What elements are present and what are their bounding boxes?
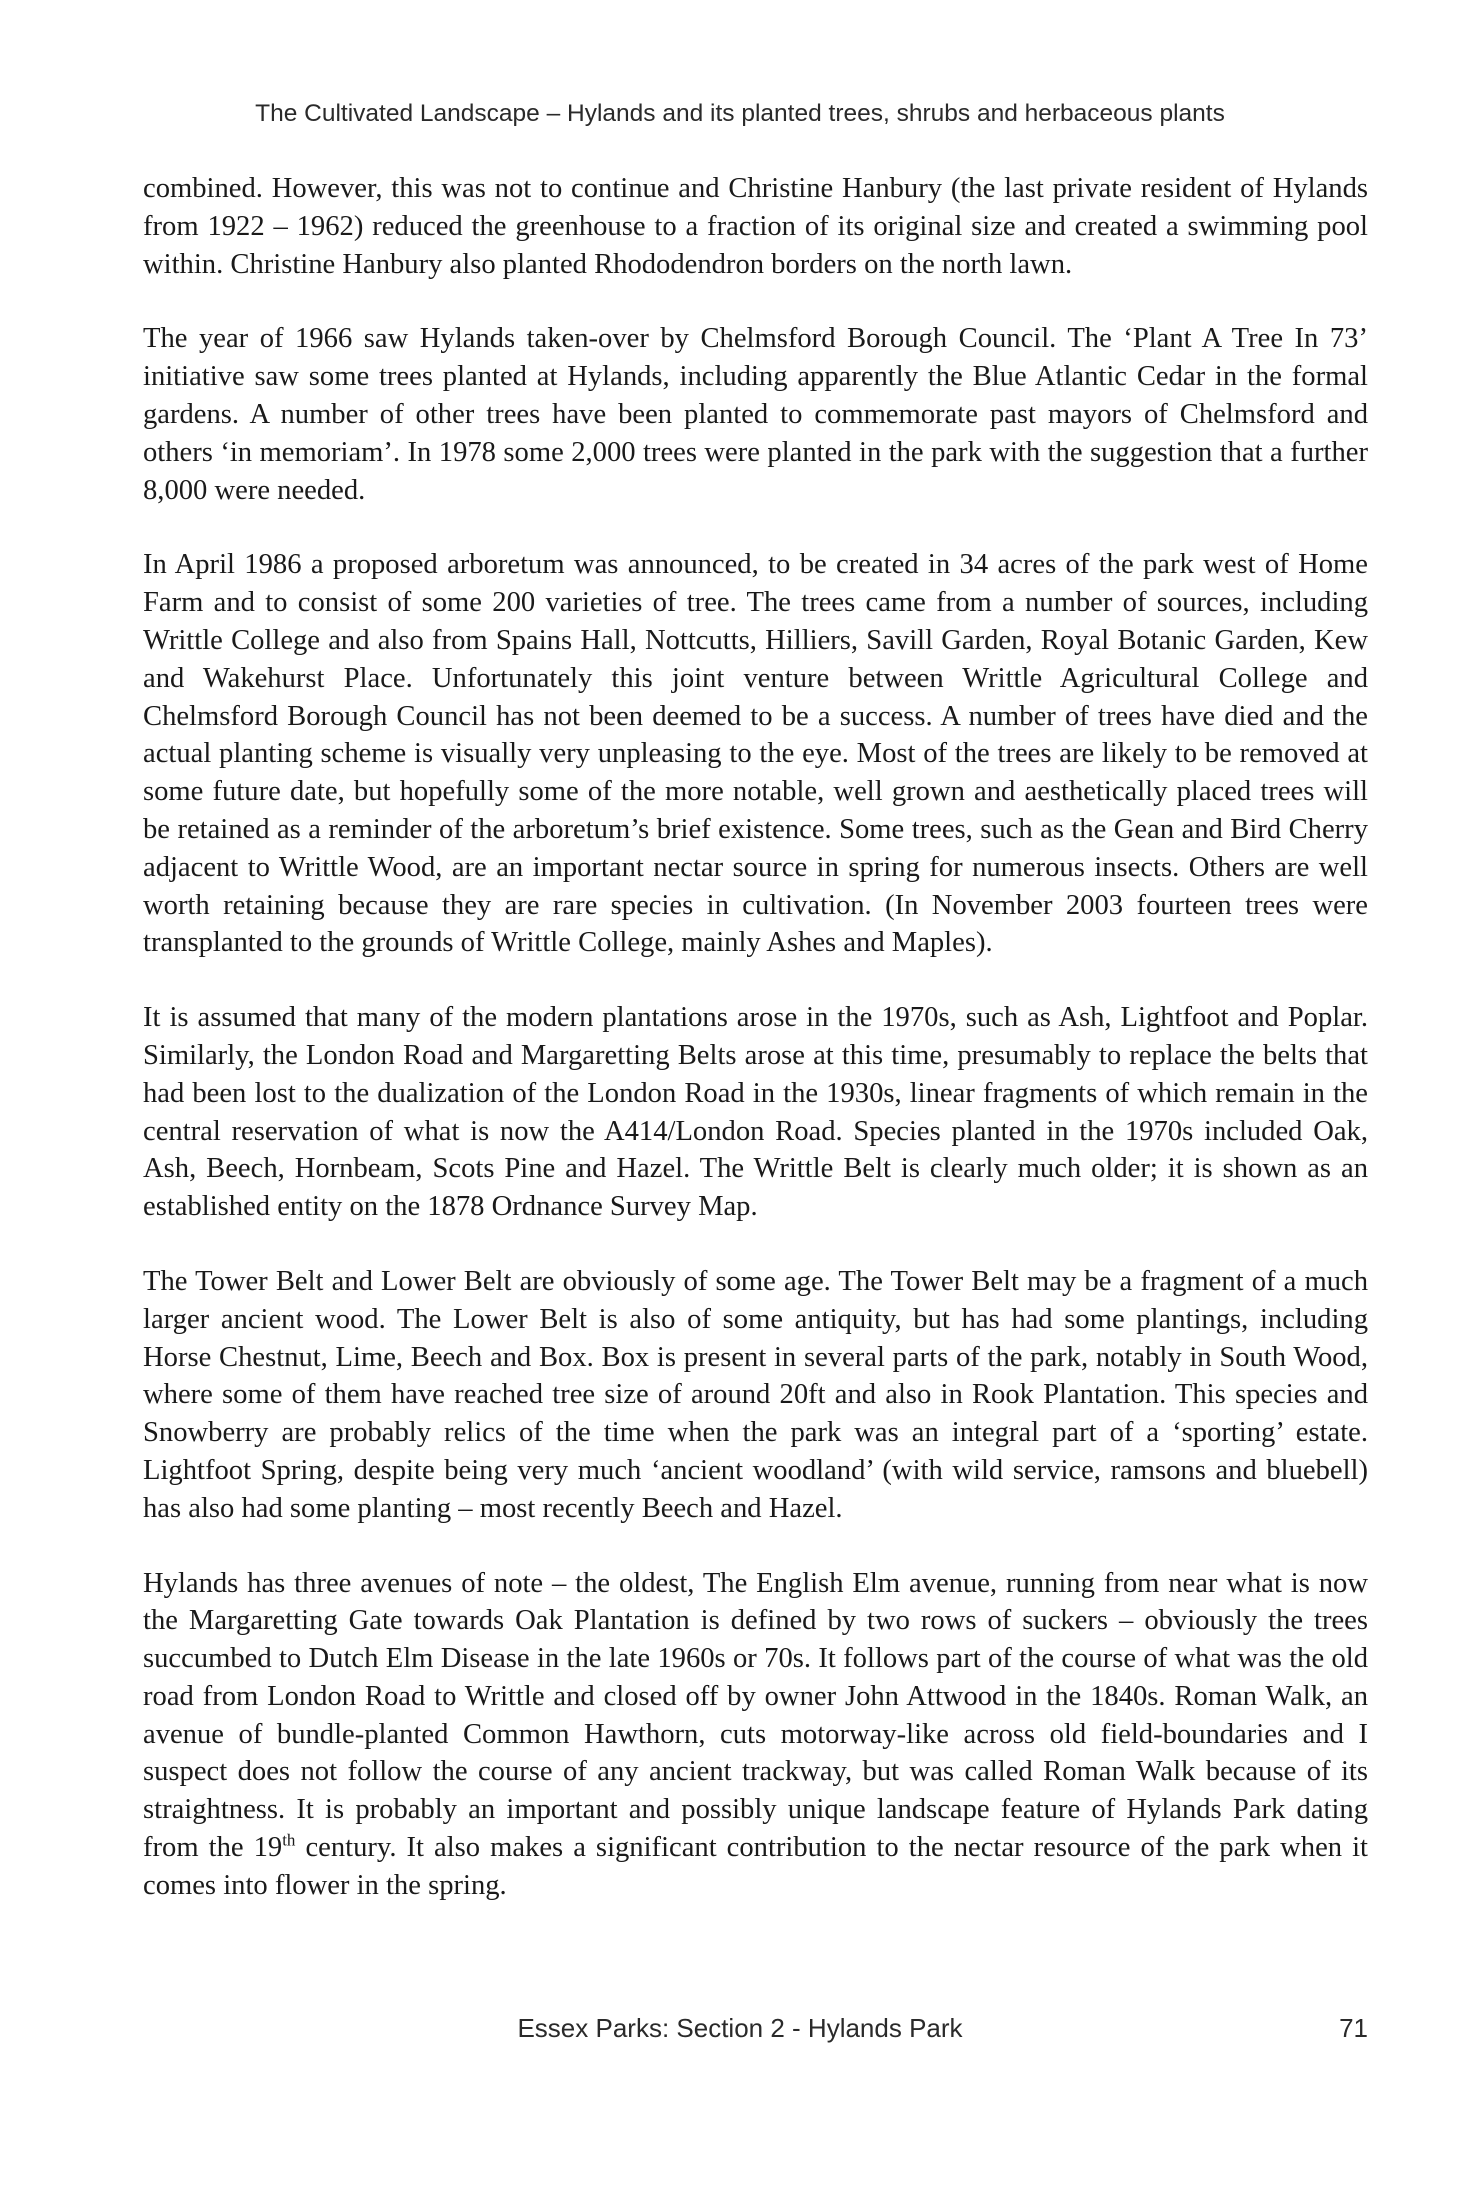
paragraph-arboretum: In April 1986 a proposed arboretum was announced, to be created in 34 acres of the park west of Home Farm and to consist of some 200 varieties of tree. The trees came from a number of sources, including Writtle College and also from Spains Hall, Nottcutts, Hilliers, Savill Garden, Royal Botanic Garden, Kew and Wakehurst Place. Unfortunately this joint venture between Writtle Agricultural College and Chelmsford Borough Council has not been deemed to be a success. A number of trees have died and the actual planting scheme is visually very unpleasing to the eye. Most of the trees are likely to be removed at some future date, but hopefully some of the more notable, well grown and aesthetically placed trees will be retained as a reminder of the arboretum’s brief existence. Some trees, such as the Gean and Bird Cherry adjacent to Writtle Wood, are an important nectar source in spring for numerous insects. Others are well worth retaining because they are rare species in cultivation. (In November 2003 fourteen trees were transplanted to the grounds of Writtle College, mainly Ashes and Maples). [143,549,1368,959]
paragraph-council-takeover: The year of 1966 saw Hylands taken-over by Chelmsford Borough Council. The ‘Plant A Tree In 73’ initiative saw some trees planted at Hylands, including apparently the Blue Atlantic Cedar in the formal gardens. A number of other trees have been planted to commemorate past mayors of Chelmsford and others ‘in memoriam’. In 1978 some 2,000 trees were planted in the park with the suggestion that a further 8,000 were needed. [143,323,1368,506]
page-number: 71 [1339,2013,1368,2043]
paragraph-modern-plantations: It is assumed that many of the modern plantations arose in the 1970s, such as Ash, Lightfoot and Poplar. Similarly, the London Road and Margaretting Belts arose at this time, presumably to replace the belts that had been lost to the dualization of the London Road in the 1930s, linear fragments of which remain in the central reservation of what is now the A414/London Road. Species planted in the 1970s included Oak, Ash, Beech, Hornbeam, Scots Pine and Hazel. The Writtle Belt is clearly much older; it is shown as an established entity on the 1878 Ordnance Survey Map. [143,1002,1368,1223]
avenues-text-end: century. It also makes a significant contribution to the nectar resource of the park when it comes into flower in the spring. [143,1832,1369,1901]
paragraph-hanbury-greenhouse: combined. However, this was not to continue and Christine Hanbury (the last private resident of Hylands from 1922 – 1962) reduced the greenhouse to a fraction of its original size and created a swimming pool within. Christine Hanbury also planted Rhododendron borders on the north lawn. [143,173,1368,280]
paragraph-tower-lower-belt: The Tower Belt and Lower Belt are obviously of some age. The Tower Belt may be a fragment of a much larger ancient wood. The Lower Belt is also of some antiquity, but has had some plantings, including Horse Chestnut, Lime, Beech and Box. Box is present in several parts of the park, notably in South Wood, where some of them have reached tree size of around 20ft and also in Rook Plantation. This species and Snowberry are probably relics of the time when the park was an integral part of a ‘sporting’ estate. Lightfoot Spring, despite being very much ‘ancient woodland’ (with wild service, ramsons and bluebell) has also had some planting – most recently Beech and Hazel. [143,1265,1368,1524]
ordinal-superscript: th [282,1830,296,1850]
paragraph-avenues [143,1565,1368,1905]
footer-title: Essex Parks: Section 2 - Hylands Park [517,2013,963,2043]
body-text [143,170,1368,1905]
running-header: The Cultivated Landscape – Hylands and its planted trees, shrubs and herbaceous plants [255,100,1225,127]
avenues-text-start: Hylands has three avenues of note – the oldest, The English Elm avenue, running from near what is now the Margaretting Gate towards Oak Plantation is defined by two rows of suckers – obviously the trees succumbed to Dutch Elm Disease in the late 1960s or 70s. It follows part of the course of what was the old road from London Road to Writtle and closed off by owner John Attwood in the 1840s. Roman Walk, an avenue of bundle-planted Common Hawthorn, cuts motorway-like across old field-boundaries and I suspect does not follow the course of any ancient trackway, but was called Roman Walk because of its straightness. It is probably an important and possibly unique landscape feature of Hylands Park dating from the 19 [143,1567,1368,1864]
